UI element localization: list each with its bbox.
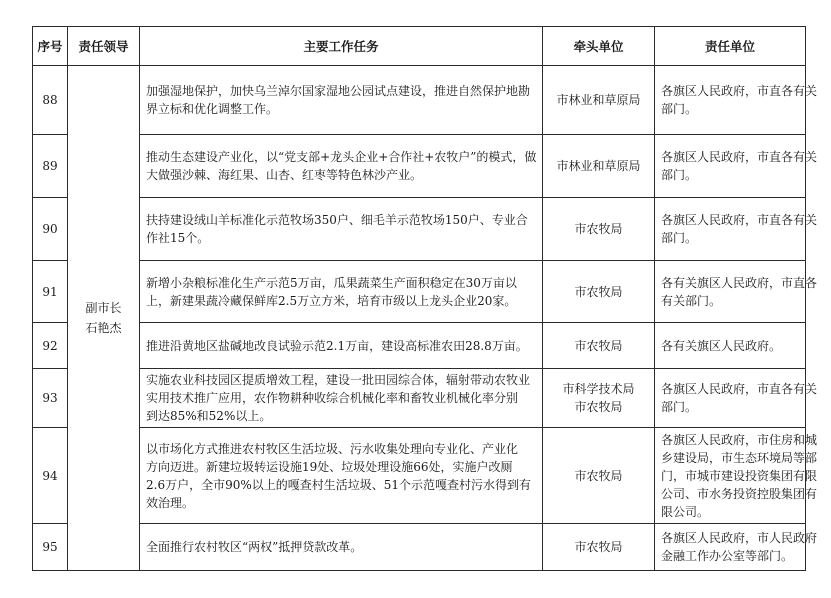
row-seq: 91	[33, 261, 68, 323]
lead-unit-line: 市科学技术局	[562, 382, 635, 396]
lead-unit-line: 市农牧局	[574, 338, 623, 353]
row-resp-unit	[655, 66, 818, 135]
table-row	[33, 524, 806, 571]
row-task	[140, 66, 543, 135]
task-line: 大做强沙棘、海红果、山杏、红枣等特色林沙产业。	[146, 168, 423, 182]
header-lead-unit: 牵头单位	[543, 27, 655, 66]
responsible-leader	[68, 66, 140, 571]
leader-line: 副市长	[85, 301, 122, 315]
resp-unit-line: 各旗区人民政府，市直各有关	[661, 213, 818, 227]
row-lead-unit	[543, 428, 655, 524]
header-seq: 序号	[33, 27, 68, 66]
table-row	[33, 135, 806, 198]
lead-unit-line: 市农牧局	[574, 284, 623, 299]
resp-unit-line: 各旗区人民政府，市直各有关	[661, 84, 818, 98]
resp-unit-line: 部门。	[661, 231, 698, 245]
task-line: 以市场化方式推进农村牧区生活垃圾、污水收集处理向专业化、产业化	[146, 441, 519, 456]
row-seq: 94	[33, 428, 68, 524]
task-line: 推进沿黄地区盐碱地改良试验示范2.1万亩，建设高标准农田28.8万亩。	[146, 338, 528, 353]
task-line: 扶持建设绒山羊标准化示范牧场350户、细毛羊示范牧场150户、专业合	[146, 213, 528, 227]
row-task	[140, 198, 543, 261]
resp-unit-line: 部门。	[661, 168, 698, 182]
resp-unit-line: 部门。	[661, 102, 698, 116]
task-line: 推动生态建设产业化，以“党支部+龙头企业+合作社+农牧户”的模式，做	[146, 150, 537, 164]
row-resp-unit	[655, 524, 818, 571]
row-seq: 90	[33, 198, 68, 261]
row-task	[140, 524, 543, 571]
resp-unit-line: 公司、市水务投资控股集团有	[661, 486, 818, 501]
resp-unit-line: 各旗区人民政府，市人民政府	[661, 531, 818, 545]
resp-unit-line: 门，市城市建设投资集团有限	[661, 468, 818, 483]
row-task	[140, 261, 543, 323]
resp-unit-line: 各旗区人民政府，市住房和城	[661, 432, 818, 447]
task-line: 效治理。	[146, 495, 195, 510]
lead-unit-line: 市农牧局	[574, 468, 623, 483]
leader-line: 石艳杰	[85, 321, 122, 335]
header-row	[33, 27, 806, 66]
row-seq: 92	[33, 323, 68, 369]
table-row	[33, 198, 806, 261]
row-seq: 93	[33, 369, 68, 428]
lead-unit-line: 市林业和草原局	[556, 159, 641, 173]
task-line: 作社15个。	[146, 231, 210, 245]
header-resp-unit: 责任单位	[655, 27, 806, 66]
table-row	[33, 323, 806, 369]
task-line: 界立标和优化调整工作。	[146, 102, 279, 116]
task-line: 新增小杂粮标准化生产示范5万亩，瓜果蔬菜生产面积稳定在30万亩以	[146, 275, 517, 290]
table-row	[33, 428, 806, 524]
table-row	[33, 369, 806, 428]
task-line: 方向迈进。新建垃圾转运设施19处、垃圾处理设施66处，实施户改厕	[146, 459, 513, 474]
resp-unit-line: 有关部门。	[661, 293, 722, 308]
row-resp-unit	[655, 323, 806, 369]
task-line: 2.6万户，全市90%以上的嘎查村生活垃圾、51个示范嘎查村污水得到有	[146, 477, 532, 492]
row-task	[140, 369, 543, 428]
row-task	[140, 428, 543, 524]
table-row	[33, 66, 806, 135]
resp-unit-line: 金融工作办公室等部门。	[661, 549, 794, 563]
table-row	[33, 261, 806, 323]
row-resp-unit	[655, 428, 818, 524]
lead-unit-line: 市农牧局	[574, 400, 623, 414]
row-resp-unit	[655, 198, 818, 261]
task-line: 实施农业科技园区提质增效工程，建设一批田园综合体，辐射带动农牧业	[146, 373, 531, 387]
resp-unit-line: 各有关旗区人民政府，市直各	[661, 275, 818, 290]
row-lead-unit	[543, 524, 655, 571]
row-lead-unit	[543, 66, 655, 135]
row-resp-unit	[655, 369, 818, 428]
resp-unit-line: 各有关旗区人民政府。	[661, 338, 782, 353]
row-task	[140, 135, 543, 198]
header-leader: 责任领导	[68, 27, 140, 66]
header-task: 主要工作任务	[140, 27, 543, 66]
resp-unit-line: 限公司。	[661, 504, 710, 519]
row-resp-unit	[655, 261, 818, 323]
resp-unit-line: 部门。	[661, 400, 698, 414]
row-resp-unit	[655, 135, 818, 198]
row-lead-unit	[543, 261, 655, 323]
row-lead-unit	[543, 369, 655, 428]
row-seq: 95	[33, 524, 68, 571]
lead-unit-line: 市农牧局	[574, 222, 623, 236]
work-task-table	[32, 26, 818, 571]
row-seq: 88	[33, 66, 68, 135]
task-line: 加强湿地保护，加快乌兰淖尔国家湿地公园试点建设，推进自然保护地勘	[146, 84, 531, 98]
task-line: 上，新建果蔬冷藏保鲜库2.5万立方米，培育市级以上龙头企业20家。	[146, 293, 517, 308]
row-lead-unit	[543, 323, 655, 369]
lead-unit-line: 市林业和草原局	[556, 93, 641, 107]
resp-unit-line: 各旗区人民政府，市直各有关	[661, 150, 818, 164]
resp-unit-line: 乡建设局，市生态环境局等部	[661, 450, 818, 465]
resp-unit-line: 各旗区人民政府，市直各有关	[661, 382, 818, 396]
task-line: 全面推行农村牧区“两权”抵押贷款改革。	[146, 540, 363, 554]
task-line: 到达85%和52%以上。	[146, 409, 272, 423]
row-seq: 89	[33, 135, 68, 198]
lead-unit-line: 市农牧局	[574, 540, 623, 554]
row-lead-unit	[543, 135, 655, 198]
row-task	[140, 323, 543, 369]
task-line: 实用技术推广应用，农作物耕种收综合机械化率和畜牧业机械化率分别	[146, 391, 519, 405]
row-lead-unit	[543, 198, 655, 261]
